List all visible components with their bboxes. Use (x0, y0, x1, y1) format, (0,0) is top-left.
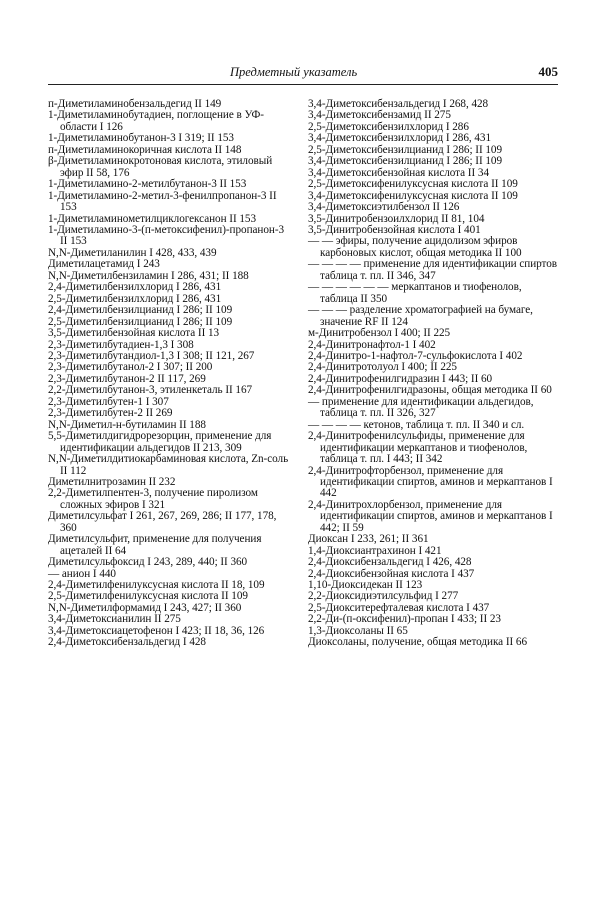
index-column-right (308, 99, 558, 649)
index-entry: 1-Диметиламинобутанон-3 I 319; II 153 (48, 132, 234, 145)
index-entry: 2,4-Динитронафтол-1 I 402 (308, 338, 436, 351)
index-entry: 3,5-Диметилбензойная кислота II 13 (48, 327, 220, 340)
index-entry: п-Диметиламинокоричная кислота II 148 (48, 143, 242, 156)
index-entry: 1-Диметиламино-3-(п-метоксифенил)-пропанон-3 II 153 (48, 223, 285, 248)
index-entry: N,N-Диметилдитиокарбаминовая кислота, Zn-соль II 112 (48, 453, 289, 477)
index-entry: 2,5-Диметилбензилцианид I 286; II 109 (48, 315, 233, 328)
index-entry: — — эфиры, получение ацидолизом эфиров карбоновых кислот, общая методика II 100 (308, 235, 522, 259)
index-entry: Диметилсульфат I 261, 267, 269, 286; II 177, 178, 360 (48, 510, 277, 534)
index-entry: Диоксан I 233, 261; II 361 (308, 533, 429, 546)
index-entry: 3,4-Диметоксиэтилбензол II 126 (308, 201, 460, 214)
index-entry: — — — разделение хроматографией на бумаге, значение RF II 124 (308, 304, 533, 328)
index-entry: Диметилсульфоксид I 243, 289, 440; II 360 (48, 556, 248, 569)
index-entry: 3,4-Диметоксибензамид II 275 (308, 109, 451, 122)
index-entry: 3,4-Диметоксиацетофенон I 423; II 18, 36, 126 (48, 624, 265, 637)
index-entry: β-Диметиламинокротоновая кислота, этиловый эфир II 58, 176 (48, 155, 273, 179)
index-entry: 2,3-Диметилбутанол-2 I 307; II 200 (48, 361, 213, 374)
index-entry: 2,2-Диметилбутанон-3, этиленкеталь II 167 (48, 384, 253, 397)
index-entry: 3,4-Диметоксианилин II 275 (48, 613, 181, 626)
index-entry: 2,4-Динитрофенилгидразин I 443; II 60 (308, 372, 493, 385)
index-entry: 2,4-Динитрофторбензол, применение для идентификации спиртов, аминов и меркаптанов I 442 (308, 464, 553, 500)
running-header (48, 64, 558, 85)
index-entry: 2,5-Диокситерефталевая кислота I 437 (308, 601, 490, 614)
index-entry: 1,3-Диоксоланы II 65 (308, 624, 408, 637)
index-entry: 2,3-Диметилбутен-1 I 307 (48, 395, 169, 408)
index-entry: 2,3-Диметилбутен-2 II 269 (48, 407, 173, 420)
index-entry: 2,4-Динитрофенилгидразоны, общая методика II 60 (308, 384, 552, 397)
index-entry: 2,4-Диметилбензилхлорид I 286, 431 (48, 281, 222, 294)
index-entry: 2,5-Диметоксибензилхлорид I 286 (308, 120, 469, 133)
index-entry: — анион I 440 (48, 567, 116, 580)
index-entry: 2,2-Ди-(п-оксифенил)-пропан I 433; II 23 (308, 613, 501, 626)
index-entry: 3,4-Диметоксибензилцианид I 286; II 109 (308, 155, 502, 168)
index-entry: 2,3-Диметилбутандиол-1,3 I 308; II 121, 267 (48, 349, 255, 362)
index-entry: N,N-Диметилформамид I 243, 427; II 360 (48, 601, 242, 614)
index-entry: — — — — применение для идентификации спиртов таблица т. пл. II 346, 347 (308, 258, 557, 282)
index-entry: 2,5-Диметоксифенилуксусная кислота II 109 (308, 178, 518, 191)
index-entry: 1-Диметиламино-2-метил-3-фенилпропанон-3 II 153 (48, 189, 277, 214)
index-entry: 1,4-Диоксиантрахинон I 421 (308, 544, 442, 557)
index-entry: 2,4-Динитрохлорбензол, применение для идентификации спиртов, аминов и меркаптанов I 442; II 59 (308, 498, 553, 534)
index-entry: 2,4-Диметоксибензальдегид I 428 (48, 636, 206, 649)
index-entry: 5,5-Диметилдигидрорезорцин, применение для идентификации альдегидов II 213, 309 (48, 430, 272, 454)
index-entry: 2,4-Динитро-1-нафтол-7-сульфокислота I 402 (308, 349, 523, 362)
index-entry: 2,4-Диоксибензойная кислота I 437 (308, 567, 475, 580)
index-entry: 1-Диметиламино-2-метилбутанон-3 II 153 (48, 178, 247, 191)
index-entry: 2,4-Динитрофенилсульфиды, применение для идентификации меркаптанов и тиофенолов, таблица т. пл. I 443; II 342 (308, 430, 528, 466)
index-entry: 2,5-Диметоксибензилцианид I 286; II 109 (308, 143, 502, 156)
index-entry: 3,4-Диметоксибензойная кислота II 34 (308, 166, 489, 179)
index-entry: м-Динитробензол I 400; II 225 (308, 327, 451, 340)
index-entry: N,N-Диметиланилин I 428, 433, 439 (48, 246, 217, 259)
index-entry: 2,3-Диметилбутанон-2 II 117, 269 (48, 372, 206, 385)
index-entry: 1,10-Диоксидекан II 123 (308, 579, 423, 592)
index-entry: 2,2-Диметилпентен-3, получение пиролизом сложных эфиров I 321 (48, 487, 258, 511)
index-entry: 3,4-Диметоксибензальдегид I 268, 428 (308, 98, 489, 110)
index-entry: Диоксоланы, получение, общая методика II 66 (308, 636, 528, 649)
index-entry: Диметилацетамид I 243 (48, 258, 160, 271)
index-entry: 1-Диметиламинометилциклогексанон II 153 (48, 212, 257, 225)
index-entry: — — — — кетонов, таблица т. пл. II 340 и сл. (308, 418, 525, 431)
index-entry: — применение для идентификации альдегидов, таблица т. пл. II 326, 327 (308, 395, 534, 420)
header-title: Предметный указатель (230, 65, 358, 79)
index-entry: 2,4-Диметилфенилуксусная кислота II 18, 109 (48, 579, 265, 592)
index-entry: 2,4-Диметилбензилцианид I 286; II 109 (48, 304, 233, 317)
index-column-left (48, 99, 294, 649)
page-number: 405 (538, 64, 558, 79)
index-entry: N,N-Диметилбензиламин I 286, 431; II 188 (48, 269, 249, 282)
index-entry: 3,4-Диметоксифенилуксусная кислота II 109 (308, 189, 518, 202)
index-entry: N,N-Диметил-н-бутиламин II 188 (48, 418, 206, 431)
index-entry: 2,5-Диметилбензилхлорид I 286, 431 (48, 292, 222, 305)
index-entry: 2,5-Диметилфенилуксусная кислота II 109 (48, 590, 248, 603)
index-entry: — — — — — — меркаптанов и тиофенолов, таблица II 350 (308, 281, 522, 305)
index-entry: 2,2-Диоксидиэтилсульфид I 277 (308, 590, 459, 603)
index-entry: Диметилнитрозамин II 232 (48, 475, 176, 488)
index-entry: 2,3-Диметилбутадиен-1,3 I 308 (48, 338, 194, 351)
index-entry: Диметилсульфит, применение для получения ацеталей II 64 (48, 533, 262, 557)
index-entry: 2,4-Диоксибензальдегид I 426, 428 (308, 556, 472, 569)
index-entry: 3,5-Динитробензоилхлорид II 81, 104 (308, 212, 485, 225)
index-entry: п-Диметиламинобензальдегид II 149 (48, 98, 222, 110)
index-entry: 3,4-Диметоксибензилхлорид I 286, 431 (308, 132, 492, 145)
index-entry: 2,4-Динитротолуол I 400; II 225 (308, 361, 457, 374)
index-entry: 3,5-Динитробензойная кислота I 401 (308, 223, 481, 236)
index-entry: 1-Диметиламинобутадиен, поглощение в УФ-области I 126 (48, 109, 264, 133)
